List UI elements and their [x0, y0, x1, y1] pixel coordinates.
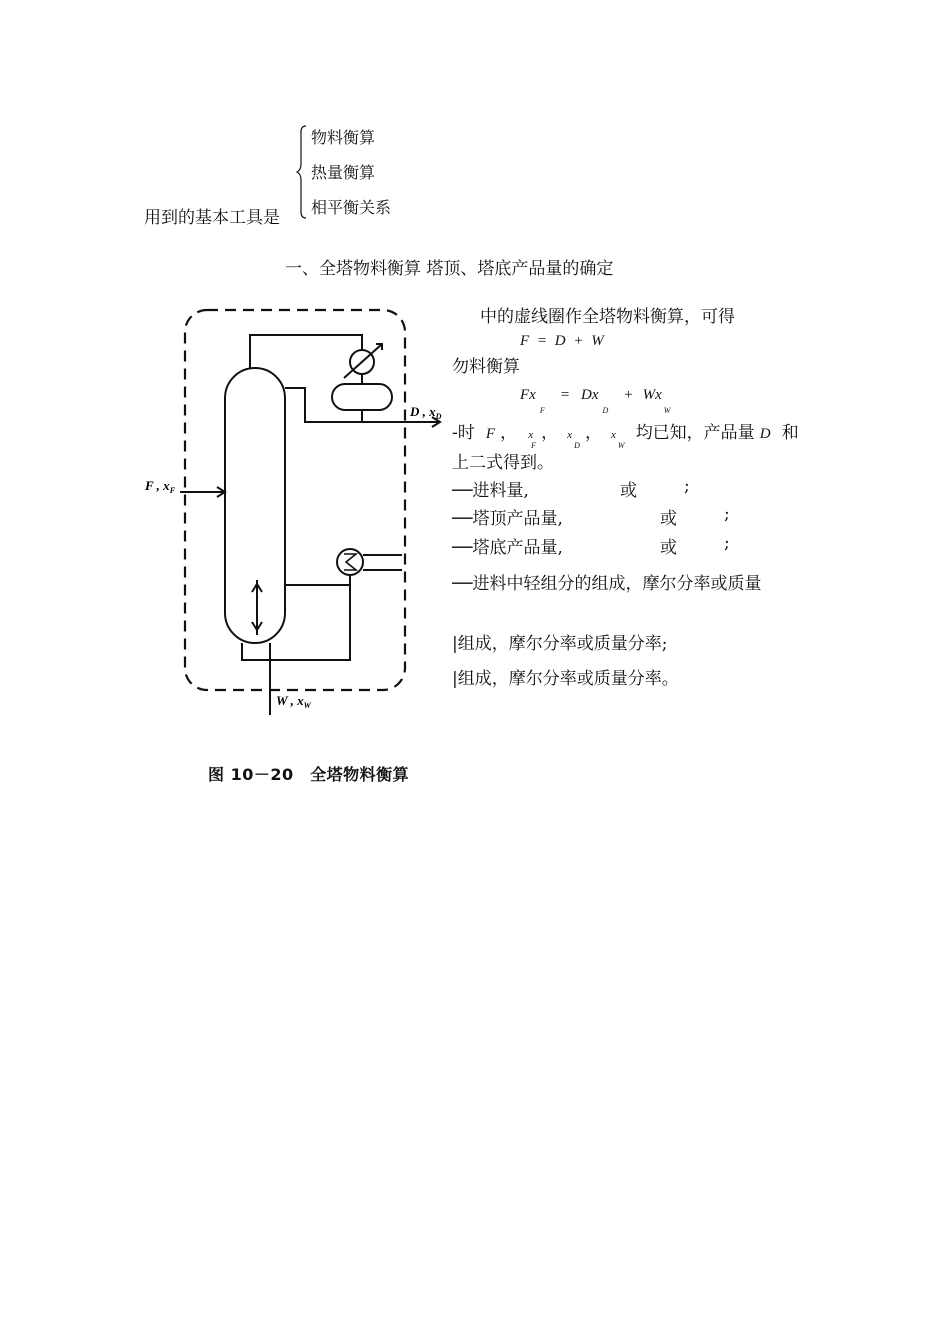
reboiler-icon — [337, 549, 363, 575]
def-distillate: ──塔顶产品量, 或 ; — [452, 504, 730, 529]
derive-line: 上二式得到。 — [452, 453, 554, 473]
intro-line: 中的虚线圈作全塔物料衡算，可得 — [480, 307, 735, 327]
overhead-vapor-line — [250, 335, 362, 368]
condenser-icon — [344, 344, 382, 378]
composition-line-1: |组成，摩尔分率或质量分率; — [452, 634, 668, 654]
def-feed-composition: ──进料中轻组分的组成，摩尔分率或质量 — [452, 574, 762, 594]
def-bottoms: ──塔底产品量, 或 ; — [452, 533, 730, 558]
equation-1: F = D + W — [520, 333, 604, 349]
composition-line-2: |组成，摩尔分率或质量分率。 — [452, 669, 679, 689]
feed-label: F , $x_F$ — [145, 478, 176, 495]
eq1-label: 勿料衡算 — [452, 357, 520, 377]
distillate-label: D , $x_D$ — [410, 404, 442, 421]
known-values-line: -时 F ， $x_F$ ， $x_D$ ， $x_W$ 均已知，产品量 D 和 — [452, 423, 799, 450]
def-feed: ──进料量, 或 ; — [452, 476, 690, 501]
reflux-drum — [332, 384, 392, 410]
tool-item-material: 物料衡算 — [311, 128, 376, 147]
section-heading: 一、全塔物料衡算 塔顶、塔底产品量的确定 — [285, 259, 614, 279]
equation-2: $Fx_F = Dx_D + Wx_W$ — [520, 387, 671, 415]
distillation-column-diagram — [140, 300, 450, 720]
figure-caption: 图 10－20 全塔物料衡算 — [208, 765, 410, 784]
tool-item-heat: 热量衡算 — [311, 163, 376, 182]
bottoms-label: W , $x_W$ — [276, 693, 311, 710]
brace-icon — [296, 124, 308, 220]
tool-item-equilibrium: 相平衡关系 — [311, 198, 392, 217]
tools-intro: 用到的基本工具是 — [144, 208, 280, 228]
column-body — [225, 368, 285, 643]
